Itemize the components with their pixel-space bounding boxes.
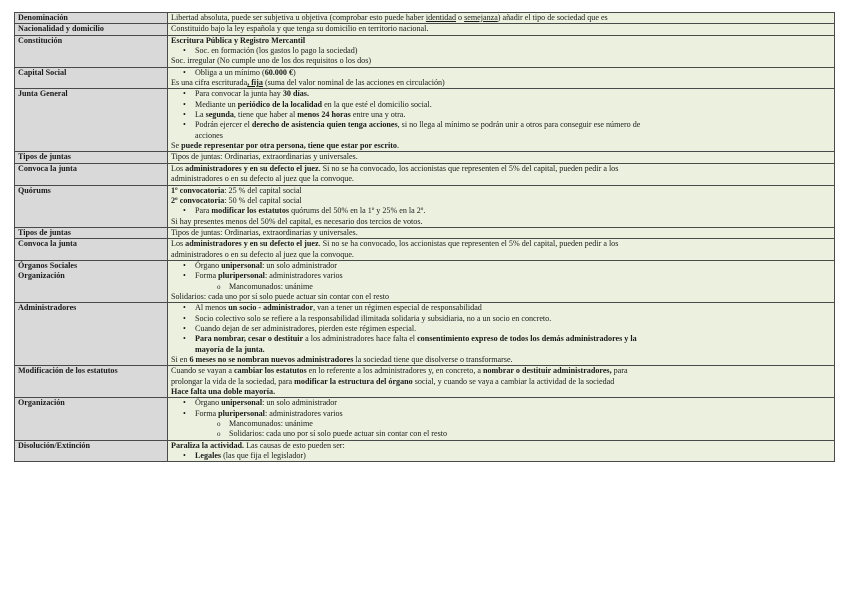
text-segment: en lo referente a los administradores y, en concreto, a [306, 366, 483, 376]
bold-text: modificar los estatutos [211, 206, 290, 216]
text-segment: Los [171, 239, 186, 249]
sub-bullet-item [171, 419, 831, 429]
bold-text: 1º convocatoria [171, 185, 225, 195]
table-row [15, 398, 835, 440]
bold-text: Para nombrar, cesar o destituir [195, 334, 304, 344]
bold-text: Legales [195, 451, 222, 461]
bullet-item [171, 120, 831, 130]
table-row [15, 35, 835, 67]
text-line [171, 239, 831, 249]
text-segment: (las que fija el legislador) [221, 451, 306, 461]
text-segment: Forma [195, 408, 219, 418]
row-heading: Quórums [15, 185, 168, 227]
text-segment: Cuando dejan de ser administradores, pierden este régimen especial. [195, 323, 417, 333]
text-segment: social, y cuando se vaya a cambiar la actividad de la sociedad [412, 376, 615, 386]
row-heading: Constitución [15, 35, 168, 67]
row-content [168, 24, 835, 35]
row-heading: Modificación de los estatutos [15, 366, 168, 398]
bullet-item [171, 451, 831, 461]
bold-text: Paraliza la actividad. [171, 440, 245, 450]
text-segment: : un solo administrador [262, 260, 337, 270]
text-segment: Tipos de juntas: Ordinarias, extraordinarias y universales. [171, 227, 358, 237]
row-content [168, 152, 835, 163]
text-line [171, 355, 831, 365]
bold-text: 2º convocatoria [171, 195, 225, 205]
row-heading: Tipos de juntas [15, 227, 168, 238]
text-segment: Libertad absoluta, puede ser subjetiva u objetiva (comprobar esto puede haber [171, 13, 426, 22]
text-segment: Constituido bajo la ley española y que tenga su domicilio en territorio nacional. [171, 24, 429, 34]
text-segment: Órgano [195, 398, 222, 408]
text-segment: Si en [171, 355, 190, 364]
bold-text: 30 días. [282, 89, 309, 99]
row-content [168, 35, 835, 67]
text-segment: Es una cifra escriturada [171, 78, 248, 88]
text-segment: acciones [195, 130, 223, 140]
table-row [15, 152, 835, 163]
bold-text: unipersonal [221, 398, 263, 408]
text-line [171, 164, 831, 174]
bullet-item [171, 46, 831, 56]
text-segment: en la que esté el domicilio social. [322, 99, 432, 109]
text-line [171, 250, 831, 260]
bullet-item [171, 100, 831, 110]
table-row [15, 260, 835, 302]
text-segment: Soc. irregular (No cumple uno de los dos requisitos o los dos) [171, 56, 372, 66]
text-segment: Para [195, 206, 212, 216]
table-row [15, 89, 835, 152]
table-row [15, 239, 835, 261]
bullet-item [171, 303, 831, 313]
table-row [15, 163, 835, 185]
bold-text: 6 meses no se nombran nuevos administradores [189, 355, 354, 364]
row-heading: Órganos Sociales Organización [15, 260, 168, 302]
text-segment: quórums del 50% en la 1º y 25% en la 2º. [289, 206, 426, 216]
row-content [168, 303, 835, 366]
text-segment: entre una y otra. [350, 110, 406, 120]
bold-text: , fija [247, 78, 263, 88]
text-segment: , van a tener un régimen especial de responsabilidad [313, 303, 482, 313]
bullet-item [171, 206, 831, 216]
bold-text: periódico de la localidad [237, 99, 323, 109]
row-heading: Capital Social [15, 67, 168, 89]
text-segment: prolongar la vida de la sociedad, para [171, 376, 295, 386]
text-segment: Las causas de esto pueden ser: [244, 440, 345, 450]
document-table-sheet [14, 12, 834, 462]
text-segment: Se [171, 141, 182, 151]
text-segment: o [456, 13, 465, 22]
table-row [15, 227, 835, 238]
text-segment: semejanza [464, 13, 498, 22]
text-line [171, 186, 831, 196]
row-content [168, 227, 835, 238]
bullet-item [171, 409, 831, 419]
table-row [15, 303, 835, 366]
text-line [171, 174, 831, 184]
text-segment: para [611, 366, 628, 376]
text-segment: Para convocar la junta hay [195, 89, 283, 99]
bullet-item [171, 334, 831, 344]
row-content [168, 163, 835, 185]
text-segment: Mancomunados: unánime [229, 281, 313, 291]
text-line [171, 24, 831, 34]
text-line [171, 366, 831, 376]
text-segment: Órgano [195, 260, 222, 270]
text-segment: identidad [425, 13, 456, 22]
bullet-item [171, 314, 831, 324]
bold-text: derecho de asistencia quien tenga acciones [251, 120, 398, 130]
bold-text: administradores y en su defecto el juez [185, 163, 319, 173]
bullet-item [171, 89, 831, 99]
table-row [15, 185, 835, 227]
bold-text: pluripersonal [218, 408, 265, 418]
row-heading: Denominación [15, 13, 168, 24]
row-heading: Nacionalidad y domicilio [15, 24, 168, 35]
bold-text: Hace falta una doble mayoría. [171, 387, 276, 397]
bold-text: Escritura Pública y Registro Mercantil [171, 35, 306, 45]
table-row [15, 67, 835, 89]
text-line [171, 217, 831, 227]
text-line [171, 292, 831, 302]
bullet-item [171, 398, 831, 408]
text-segment: . [396, 141, 399, 151]
text-segment: Los [171, 163, 186, 173]
row-content [168, 89, 835, 152]
row-content [168, 260, 835, 302]
text-segment: : un solo administrador [262, 398, 337, 408]
text-segment: ) [293, 67, 296, 77]
text-segment: : 50 % del capital social [224, 195, 302, 205]
bullet-item [171, 261, 831, 271]
text-segment: Mancomunados: unánime [229, 419, 313, 429]
text-segment: (suma del valor nominal de las acciones en circulación) [262, 78, 445, 88]
bold-text: puede representar por otra persona, tiene que estar por escrito [181, 141, 397, 151]
text-segment: Obliga a un mínimo ( [195, 67, 265, 77]
row-heading: Administradores [15, 303, 168, 366]
text-line-continuation [171, 131, 831, 141]
row-content [168, 67, 835, 89]
text-line [171, 13, 831, 23]
text-segment: Solidarios: cada uno por sí solo puede actuar sin contar con el resto [229, 429, 448, 439]
sub-bullet-item [171, 282, 831, 292]
text-segment: : 25 % del capital social [224, 185, 302, 195]
text-segment: Mediante un [195, 99, 238, 109]
text-segment: Forma [195, 271, 219, 281]
text-line [171, 152, 831, 162]
text-line [171, 441, 831, 451]
row-heading: Disolución/Extinción [15, 440, 168, 462]
text-segment: Al menos [195, 303, 229, 313]
text-line [171, 141, 831, 151]
row-heading: Convoca la junta [15, 239, 168, 261]
bold-text: administradores y en su defecto el juez [185, 239, 319, 249]
text-line [171, 196, 831, 206]
row-content [168, 185, 835, 227]
bold-text: pluripersonal [218, 271, 265, 281]
table-row [15, 440, 835, 462]
text-line [171, 56, 831, 66]
bullet-item [171, 324, 831, 334]
row-content [168, 440, 835, 462]
bold-text: consentimiento expreso de todos los demás administradores y la [417, 334, 637, 344]
text-segment: . Si no se ha convocado, los accionistas que representen el 5% del capital, pueden pedir a los [318, 239, 619, 249]
row-heading: Convoca la junta [15, 163, 168, 185]
text-segment: : administradores varios [264, 408, 343, 418]
text-segment: Solidarios: cada uno por sí solo puede actuar sin contar con el resto [171, 291, 390, 301]
text-line [171, 36, 831, 46]
bold-text: modificar la estructura del órgano [294, 376, 413, 386]
text-segment: Socio colectivo solo se refiere a la responsabilidad ilimitada solidaria y subsidiaria, no a un socio en concreto. [195, 313, 552, 323]
text-segment: ) añadir el tipo de sociedad que es [497, 13, 608, 22]
row-heading: Organización [15, 398, 168, 440]
text-line [171, 387, 831, 397]
text-segment: Soc. en formación (los gastos lo pago la sociedad) [195, 46, 358, 56]
bold-text: un socio - administrador [228, 303, 314, 313]
bold-text: unipersonal [221, 260, 263, 270]
sub-bullet-item [171, 429, 831, 439]
text-segment: Tipos de juntas: Ordinarias, extraordinarias y universales. [171, 152, 358, 162]
legal-summary-table [14, 12, 835, 462]
row-content [168, 13, 835, 24]
text-segment: , si no llega al mínimo se podrán unir a otros para conseguir ese número de [397, 120, 641, 130]
table-row [15, 24, 835, 35]
text-segment: la sociedad tiene que disolverse o transformarse. [353, 355, 513, 364]
bold-text: cambiar los estatutos [233, 366, 307, 376]
text-segment: . Si no se ha convocado, los accionistas que representen el 5% del capital, pueden pedir a los [318, 163, 619, 173]
row-content [168, 398, 835, 440]
text-segment: : administradores varios [264, 271, 343, 281]
text-segment: administradores o en su defecto al juez que la convoque. [171, 174, 354, 184]
table-row [15, 366, 835, 398]
bold-text: mayoría de la junta. [195, 344, 265, 354]
text-line-continuation [171, 345, 831, 355]
table-body [15, 13, 835, 462]
text-segment: Podrán ejercer el [195, 120, 252, 130]
text-segment: a los administradores hace falta el [303, 334, 418, 344]
text-segment: , tiene que haber al [233, 110, 298, 120]
bullet-item [171, 271, 831, 281]
text-line [171, 228, 831, 238]
text-line [171, 377, 831, 387]
bold-text: menos 24 horas [297, 110, 351, 120]
row-heading: Tipos de juntas [15, 152, 168, 163]
bullet-item [171, 68, 831, 78]
row-content [168, 366, 835, 398]
text-segment: Cuando se vayan a [171, 366, 234, 376]
text-segment: La [195, 110, 206, 120]
text-line [171, 78, 831, 88]
bullet-item [171, 110, 831, 120]
table-row [15, 13, 835, 24]
bold-text: segunda [205, 110, 234, 120]
row-heading: Junta General [15, 89, 168, 152]
bold-text: nombrar o destituir administradores, [482, 366, 612, 376]
text-segment: Si hay presentes menos del 50% del capital, es necesario dos tercios de votos. [171, 216, 423, 226]
row-content [168, 239, 835, 261]
bold-text: 60.000 € [264, 67, 294, 77]
text-segment: administradores o en su defecto al juez que la convoque. [171, 249, 354, 259]
